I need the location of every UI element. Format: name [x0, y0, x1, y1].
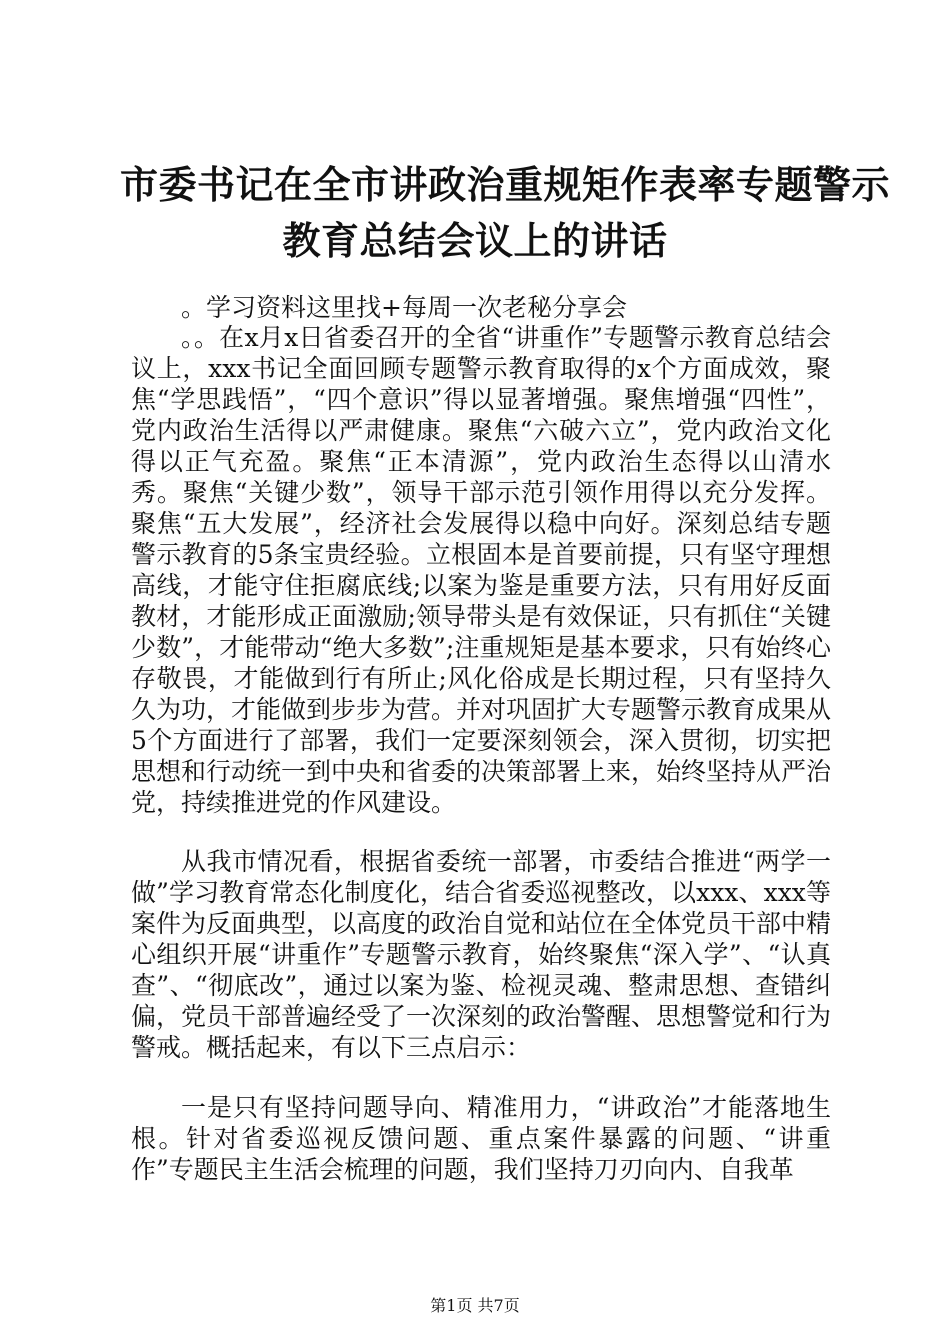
body-paragraph-1: 。。在x月x日省委召开的全省“讲重作”专题警示教育总结会议上，xxx书记全面回顾专题警示教育取得的x个方面成效，聚焦“学思践悟”，“四个意识”得以显著增强。聚焦增强“四性”，党内政治生活得以严肃健康。聚焦“六破六立”，党内政治文化得以正气充盈。聚焦“正本清源”，党内政治生态得以山清水秀。聚焦“关键少数”，领导干部示范引领作用得以充分发挥。聚焦“五大发展”，经济社会发展得以稳中向好。深刻总结专题警示教育的5条宝贵经验。立根固本是首要前提，只有坚守理想高线，才能守住拒腐底线;以案为鉴是重要方法，只有用好反面教材，才能形成正面激励;领导带头是有效保证，只有抓住“关键少数”，才能带动“绝大多数”;注重规矩是基本要求，只有始终心存敬畏，才能做到行有所止;风化俗成是长期过程，只有坚持久久为功，才能做到步步为营。并对巩固扩大专题警示教育成果从5个方面进行了部署，我们一定要深刻领会，深入贯彻，切实把思想和行动统一到中央和省委的决策部署上来，始终坚持从严治党，持续推进党的作风建设。 [131, 323, 832, 817]
body-paragraph-3: 一是只有坚持问题导向、精准用力，“讲政治”才能落地生根。针对省委巡视反馈问题、重点案件暴露的问题、“讲重作”专题民主生活会梳理的问题，我们坚持刀刃向内、自我革 [131, 1093, 831, 1184]
document-title-line-2: 教育总结会议上的讲话 [282, 218, 668, 263]
page-footer: 第1页 共7页 [430, 1296, 520, 1315]
document-title-line-1: 市委书记在全市讲政治重规矩作表率专题警示 [120, 162, 891, 207]
body-paragraph-2: 从我市情况看，根据省委统一部署，市委结合推进“两学一做”学习教育常态化制度化，结合省委巡视整改，以xxx、xxx等案件为反面典型，以高度的政治自觉和站位在全体党员干部中精心组织开展“讲重作”专题警示教育，始终聚焦“深入学”、“认真查”、“彻底改”，通过以案为鉴、检视灵魂、整肃思想、查错纠偏，党员干部普遍经受了一次深刻的政治警醒、思想警觉和行为警戒。概括起来，有以下三点启示： [131, 847, 832, 1062]
intro-line: 。学习资料这里找+每周一次老秘分享会 [181, 293, 627, 322]
